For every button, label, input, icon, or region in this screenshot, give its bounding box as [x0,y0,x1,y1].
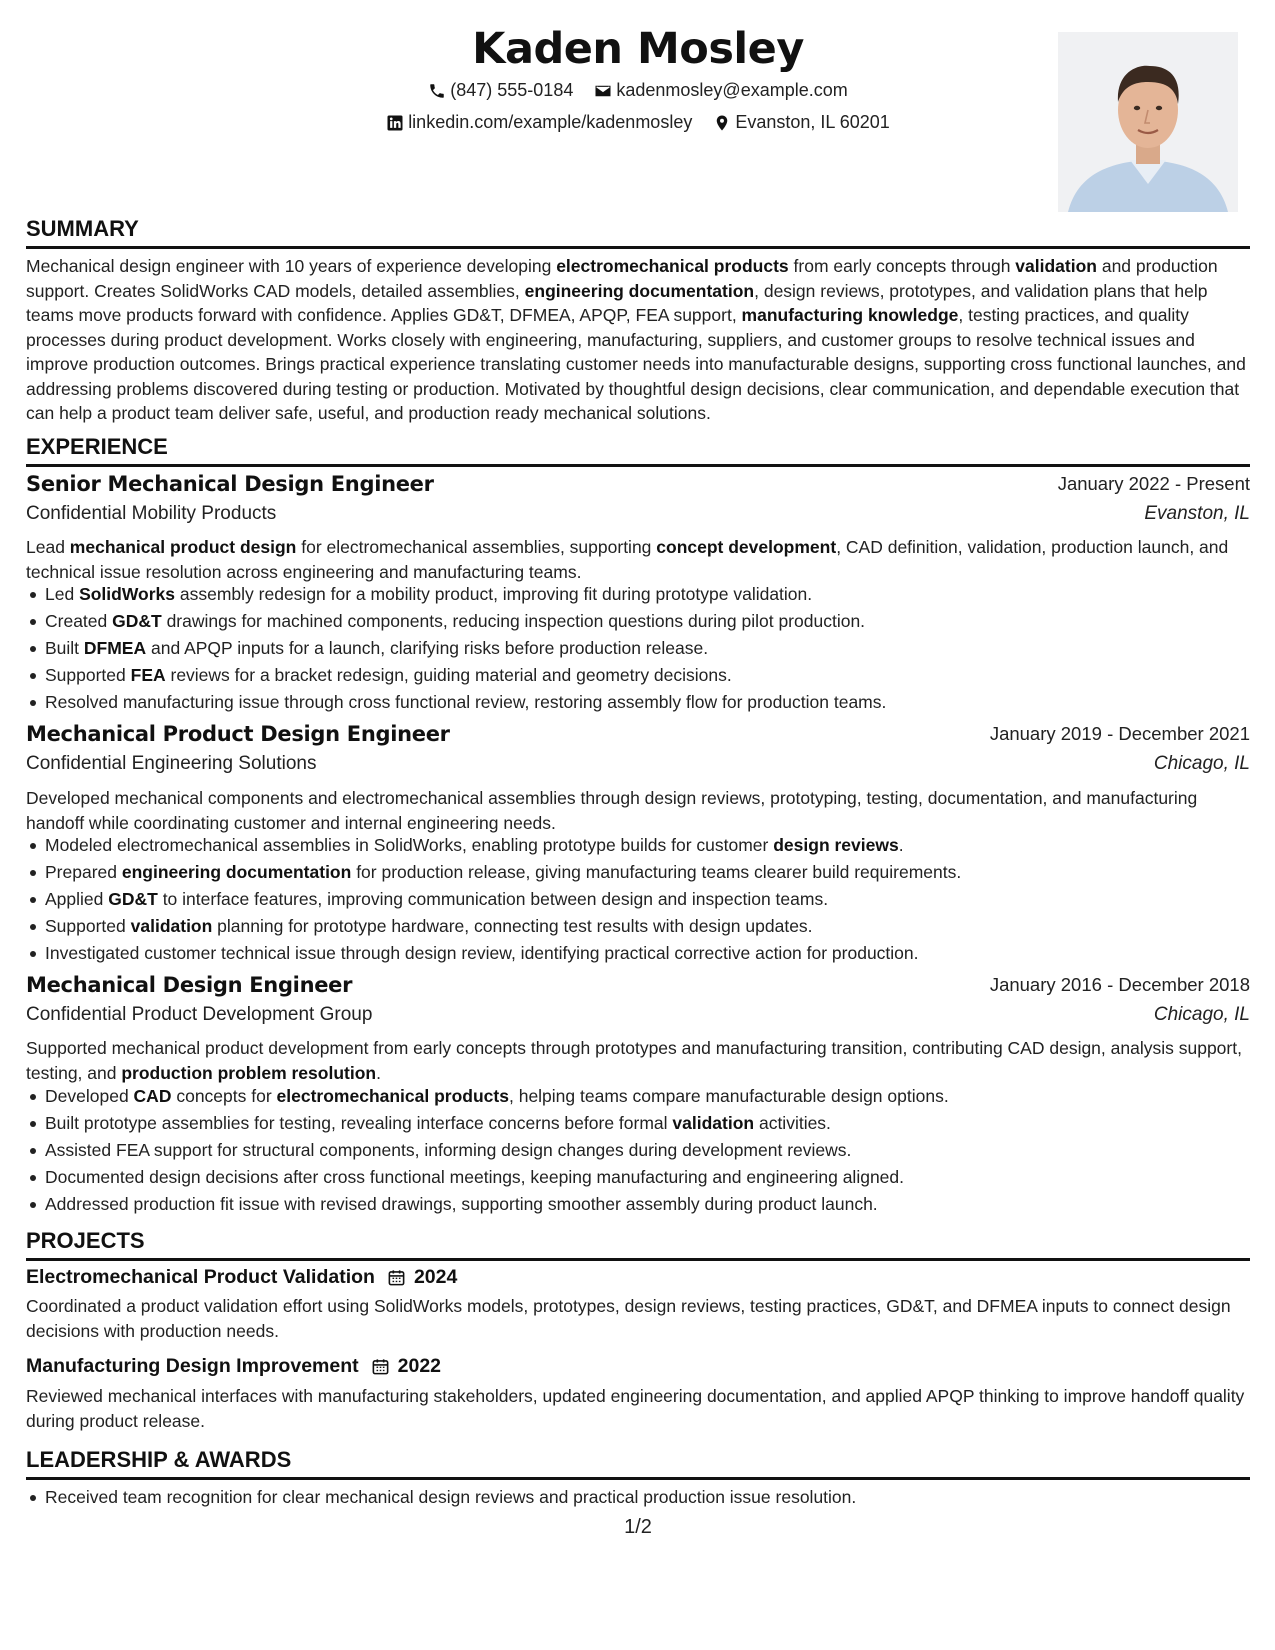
project-title: Manufacturing Design Improvement [26,1355,359,1377]
candidate-name: Kaden Mosley [472,24,804,74]
text-run: Investigated customer technical issue through design review, identifying practical corrective action for production. [45,943,919,963]
email-text: kadenmosley@example.com [616,80,848,100]
bold-keyword: production problem resolution [121,1062,377,1083]
text-run: and production support. Creates SolidWorks CAD models, detailed assemblies, [26,256,1218,301]
text-run: from early concepts through [788,256,1016,276]
summary-paragraph [26,254,1250,426]
text-run: Modeled electromechanical assemblies in SolidWorks, enabling prototype builds for customer [45,835,774,855]
project-title-row [26,1355,441,1378]
text-run: , testing practices, and quality processes during product development. Works closely with engineering, manufacturing, suppliers, and customer groups to resolve technical issues and improve production outcomes. Brings practical experience translating customer needs into manufacturable designs, supporting cross functional launches, and addressing problems discovered during testing or production. Motivated by thoughtful design decisions, clear communication, and dependable execution that can help a product team deliver safe, useful, and production ready mechanical solutions. [26,305,1246,423]
text-run: Prepared [45,862,122,882]
text-run: Led [45,584,80,604]
job-summary [26,1036,1250,1085]
job-location: Evanston, IL [1144,503,1250,524]
text-run: Built prototype assemblies for testing, revealing interface concerns before formal [45,1113,673,1133]
phone-text: (847) 555-0184 [450,80,574,100]
text-run: . [898,835,904,855]
job-bullets [26,833,1250,968]
envelope-icon [594,82,612,100]
job-location: Chicago, IL [1153,1004,1250,1025]
calendar-icon [387,1268,406,1287]
job-bullets [26,582,1250,717]
project-title: Electromechanical Product Validation [26,1266,375,1288]
bold-keyword: GD&T [108,889,158,909]
project-title-row [26,1266,457,1289]
bold-keyword: SolidWorks [79,584,176,604]
text-run: for production release, giving manufacturing teams clearer build requirements. [351,862,962,882]
text-run: planning for prototype hardware, connecting test results with design updates. [212,916,813,936]
bullet-item [26,609,1250,636]
project-year: 2022 [397,1355,442,1377]
bullet-item [26,1138,1250,1165]
company-name: Confidential Mobility Products [26,503,277,524]
text-run: Resolved manufacturing issue through cross functional review, restoring assembly flow for production teams. [45,692,887,712]
project-description: Coordinated a product validation effort using SolidWorks models, prototypes, design reviews, testing practices, GD&T, and DFMEA inputs to connect design decisions with production needs. [26,1296,1231,1341]
text-run: reviews for a bracket redesign, guiding material and geometry decisions. [165,665,732,685]
profile-photo [1058,32,1238,212]
phone-icon [428,82,446,100]
job-dates: January 2016 - December 2018 [989,974,1250,995]
bullet-item [26,1111,1250,1138]
bold-keyword: FEA [130,665,166,685]
bold-keyword: GD&T [112,611,162,631]
bold-keyword: validation [130,916,213,936]
section-title-leadership: LEADERSHIP & AWARDS [26,1447,1250,1480]
project-year: 2024 [413,1266,458,1288]
text-run: Supported [45,916,131,936]
bullet-item [26,860,1250,887]
job-summary [26,535,1250,584]
job-title: Mechanical Design Engineer [26,973,353,997]
section-title-projects: PROJECTS [26,1228,1250,1261]
text-run: Addressed production fit issue with revised drawings, supporting smoother assembly during product launch. [45,1194,878,1214]
linkedin-icon [386,114,404,132]
bold-keyword: engineering documentation [524,280,755,301]
bold-keyword: mechanical product design [69,537,297,557]
bold-keyword: validation [672,1113,755,1133]
job-title: Mechanical Product Design Engineer [26,722,450,746]
text-run: concepts for [171,1086,277,1106]
text-run: Supported mechanical product development from early concepts through prototypes and manufacturing transition, contributing CAD design, analysis support, testing, and [26,1038,1242,1083]
bullet-item [26,636,1250,663]
location-text: Evanston, IL 60201 [735,112,890,132]
text-run: and APQP inputs for a launch, clarifying risks before production release. [146,638,709,658]
text-run: Built [45,638,84,658]
bold-keyword: engineering documentation [121,862,352,882]
job-summary [26,786,1250,835]
bold-keyword: concept development [656,537,837,557]
bold-keyword: DFMEA [83,638,147,658]
text-run: Supported [45,665,131,685]
map-pin-icon [713,114,731,132]
text-run: Created [45,611,113,631]
text-run: for electromechanical assemblies, supporting [296,537,657,557]
linkedin-text: linkedin.com/example/kadenmosley [408,112,693,132]
text-run: Applied [45,889,109,909]
bullet-item [26,690,1250,717]
job-location: Chicago, IL [1153,753,1250,774]
text-run: assembly redesign for a mobility product, improving fit during prototype validation. [175,584,813,604]
job-dates: January 2022 - Present [1057,473,1250,494]
section-title-summary: SUMMARY [26,216,1250,249]
bullet-item [26,1084,1250,1111]
text-run: drawings for machined components, reducing inspection questions during pilot production. [161,611,866,631]
page-number: 1/2 [624,1516,652,1538]
contact-linkedin[interactable] [386,112,692,133]
job-title: Senior Mechanical Design Engineer [26,472,434,496]
portrait-image [1058,32,1238,212]
text-run: , helping teams compare manufacturable design options. [508,1086,949,1106]
calendar-icon [371,1357,390,1376]
contact-phone [428,80,573,101]
bullet-item [26,1192,1250,1219]
bold-keyword: CAD [133,1086,172,1106]
text-run: Developed mechanical components and electromechanical assemblies through design reviews, prototyping, testing, documentation, and manufacturing handoff while coordinating customer and internal engineering needs. [26,788,1198,833]
text-run: Mechanical design engineer with 10 years of experience developing [26,256,557,276]
job-bullets [26,1084,1250,1219]
bold-keyword: electromechanical products [556,256,789,276]
project-description: Reviewed mechanical interfaces with manufacturing stakeholders, updated engineering documentation, and applied APQP thinking to improve handoff quality during product release. [26,1386,1245,1431]
bullet-item [26,941,1250,968]
bullet-item [26,1165,1250,1192]
contact-email[interactable] [594,80,847,101]
bullet-item [26,914,1250,941]
text-run: Assisted FEA support for structural components, informing design changes during development reviews. [45,1140,852,1160]
bullet-item [26,887,1250,914]
text-run: , design reviews, prototypes, and validation plans that help teams move products forward with confidence. Applies GD&T, DFMEA, APQP, FEA support, [26,280,1208,325]
section-title-experience: EXPERIENCE [26,434,1250,467]
bullet-item [26,663,1250,690]
text-run: Lead [26,537,70,557]
resume-page [26,0,1250,1650]
text-run: to interface features, improving communication between design and inspection teams. [157,889,829,909]
job-dates: January 2019 - December 2021 [989,723,1250,744]
bold-keyword: design reviews [773,835,899,855]
company-name: Confidential Engineering Solutions [26,753,317,774]
text-run: , CAD definition, validation, production launch, and technical issue resolution across engineering and manufacturing teams. [26,537,1229,582]
bold-keyword: manufacturing knowledge [741,305,959,325]
bold-keyword: electromechanical products [276,1086,509,1106]
contact-location [713,112,889,133]
company-name: Confidential Product Development Group [26,1004,373,1025]
bullet-item [26,833,1250,860]
text-run: Developed [45,1086,134,1106]
bold-keyword: validation [1015,256,1097,276]
bullet-item [26,582,1250,609]
leadership-bullets [26,1485,1250,1512]
text-run: Documented design decisions after cross functional meetings, keeping manufacturing and engineering aligned. [45,1167,905,1187]
list-item: Received team recognition for clear mechanical design reviews and practical production issue resolution. [26,1485,1250,1512]
text-run: . [376,1062,381,1083]
text-run: activities. [754,1113,831,1133]
